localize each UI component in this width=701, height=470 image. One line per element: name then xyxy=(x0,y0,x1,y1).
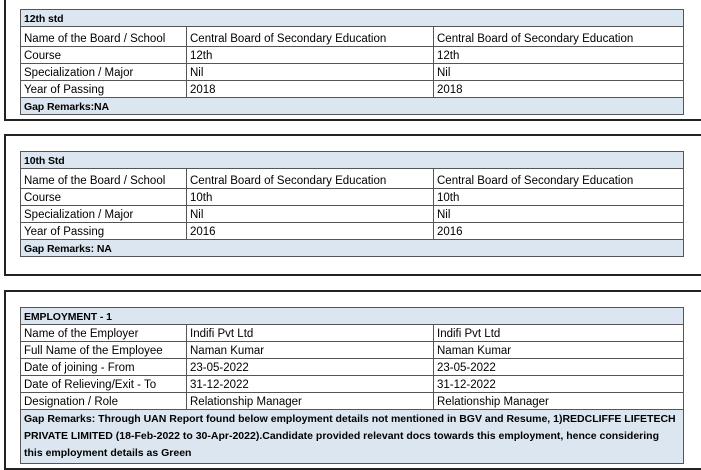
table-10th-std xyxy=(20,151,684,257)
row-value-2: 2016 xyxy=(434,223,684,240)
row-value-1: Indifi Pvt Ltd xyxy=(187,325,434,342)
table-row xyxy=(21,342,684,359)
row-label: Year of Passing xyxy=(21,81,187,98)
row-value-1: 2016 xyxy=(187,223,434,240)
row-label: Designation / Role xyxy=(21,393,187,410)
row-value-1: 12th xyxy=(187,47,434,64)
table-12th-std xyxy=(20,9,684,115)
row-label: Name of the Employer xyxy=(21,325,187,342)
table-row xyxy=(21,169,684,189)
row-value-2: Indifi Pvt Ltd xyxy=(434,325,684,342)
row-value-2: 10th xyxy=(434,189,684,206)
table-row xyxy=(21,206,684,223)
row-value-2: Nil xyxy=(434,64,684,81)
table-row xyxy=(21,47,684,64)
row-value-2: 12th xyxy=(434,47,684,64)
section-title: 12th std xyxy=(21,10,684,27)
row-value-2: 31-12-2022 xyxy=(434,376,684,393)
table-row xyxy=(21,223,684,240)
section-title: EMPLOYMENT - 1 xyxy=(21,308,684,325)
gap-remarks: Gap Remarks:NA xyxy=(21,98,684,115)
row-value-2: Central Board of Secondary Education xyxy=(434,169,684,189)
table-header-row xyxy=(21,308,684,325)
row-value-1: 10th xyxy=(187,189,434,206)
row-label: Date of joining - From xyxy=(21,359,187,376)
table-header-row xyxy=(21,152,684,169)
row-value-1: Central Board of Secondary Education xyxy=(187,27,434,47)
table-row xyxy=(21,325,684,342)
gap-remarks: Gap Remarks: Through UAN Report found below employment details not mentioned in BGV and Resume, 1)REDCLIFFE LIFETECH PRIVATE LIMITED (18-Feb-2022 to 30-Apr-2022).Candidate provided relevant docs towards this employment, hence considering this employment details as Green xyxy=(21,410,684,464)
row-value-2: Nil xyxy=(434,206,684,223)
row-label: Course xyxy=(21,47,187,64)
row-label: Course xyxy=(21,189,187,206)
row-label: Name of the Board / School xyxy=(21,27,187,47)
gap-remarks-row xyxy=(21,240,684,257)
row-label: Specialization / Major xyxy=(21,206,187,223)
row-value-1: Nil xyxy=(187,64,434,81)
row-value-2: Naman Kumar xyxy=(434,342,684,359)
row-label: Name of the Board / School xyxy=(21,169,187,189)
row-value-1: 23-05-2022 xyxy=(187,359,434,376)
gap-remarks-row xyxy=(21,410,684,464)
section-title: 10th Std xyxy=(21,152,684,169)
row-value-2: Central Board of Secondary Education xyxy=(434,27,684,47)
row-value-1: 2018 xyxy=(187,81,434,98)
table-employment-1 xyxy=(20,307,684,464)
row-label: Date of Relieving/Exit - To xyxy=(21,376,187,393)
row-value-2: 2018 xyxy=(434,81,684,98)
row-value-1: 31-12-2022 xyxy=(187,376,434,393)
row-value-1: Naman Kumar xyxy=(187,342,434,359)
gap-remarks-row xyxy=(21,98,684,115)
table-row xyxy=(21,81,684,98)
row-label: Year of Passing xyxy=(21,223,187,240)
row-value-1: Central Board of Secondary Education xyxy=(187,169,434,189)
row-label: Full Name of the Employee xyxy=(21,342,187,359)
table-row xyxy=(21,189,684,206)
row-value-1: Nil xyxy=(187,206,434,223)
table-header-row xyxy=(21,10,684,27)
table-row xyxy=(21,359,684,376)
table-row xyxy=(21,27,684,47)
row-value-1: Relationship Manager xyxy=(187,393,434,410)
row-value-2: Relationship Manager xyxy=(434,393,684,410)
row-value-2: 23-05-2022 xyxy=(434,359,684,376)
row-label: Specialization / Major xyxy=(21,64,187,81)
table-row xyxy=(21,376,684,393)
table-row xyxy=(21,64,684,81)
gap-remarks: Gap Remarks: NA xyxy=(21,240,684,257)
table-row xyxy=(21,393,684,410)
